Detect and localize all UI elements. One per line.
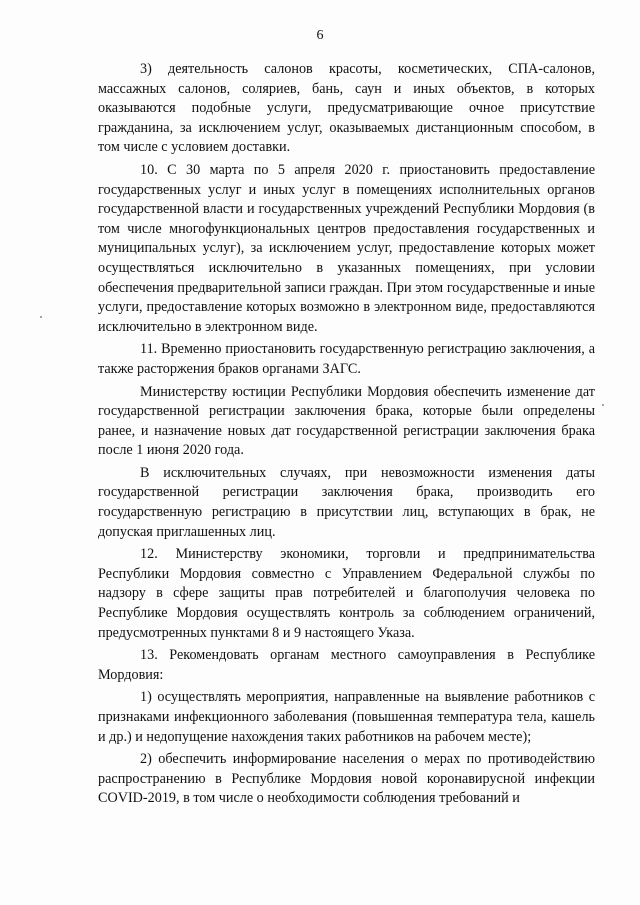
paragraph-10-suspend-services: 10. С 30 марта по 5 апреля 2020 г. приостановить предоставление государственных услуг и иных услуг в помещениях исполнительных органов государственной власти и государственных учреждений Республики Мордовия (в том числе многофункциональных центров предоставления государственных и муниципальных услуг), за исключением услуг, предоставление которых может осуществляться исключительно в указанных помещениях, при условии обеспечения предварительной записи граждан. При этом государственные и иные услуги, предоставление которых возможно в электронном виде, предоставляются исключительно в электронном виде. xyxy=(98,161,595,335)
scan-speck xyxy=(40,316,42,318)
paragraph-exceptional-cases: В исключительных случаях, при невозможности изменения даты государственной регистрации заключения брака, производить его государственную регистрацию в присутствии лиц, вступающих в брак, не допуская приглашенных лиц. xyxy=(98,464,595,540)
paragraph-11-zags-registration: 11. Временно приостановить государственную регистрацию заключения, а также расторжения браков органами ЗАГС. xyxy=(98,341,595,377)
paragraph-13-local-government: 13. Рекомендовать органам местного самоуправления в Республике Мордовия: xyxy=(98,647,595,683)
page-number: 6 xyxy=(316,28,324,43)
scan-speck xyxy=(602,404,604,406)
document-body xyxy=(98,60,595,812)
paragraph-13-item-1: 1) осуществлять мероприятия, направленные на выявление работников с признаками инфекционного заболевания (повышенная температура тела, кашель и др.) и недопущение нахождения таких работников на рабочем месте); xyxy=(98,689,595,745)
paragraph-13-item-2: 2) обеспечить информирование населения о мерах по противодействию распространению в Республике Мордовия новой коронавирусной инфекции COVID-2019, в том числе о необходимости соблюдения требований и xyxy=(98,751,595,807)
paragraph-item-3-salons: 3) деятельность салонов красоты, косметических, СПА-салонов, массажных салонов, соляриев, бань, саун и иных объектов, в которых оказываются подобные услуги, предусматривающие очное присутствие гражданина, за исключением услуг, оказываемых дистанционным способом, в том числе с условием доставки. xyxy=(98,61,595,156)
paragraph-ministry-justice: Министерству юстиции Республики Мордовия обеспечить изменение дат государственной регистрации заключения брака, которые были определены ранее, и назначение новых дат государственной регистрации заключения брака после 1 июня 2020 года. xyxy=(98,383,595,459)
paragraph-12-ministry-economy: 12. Министерству экономики, торговли и предпринимательства Республики Мордовия совместно с Управлением Федеральной службы по надзору в сфере защиты прав потребителей и благополучия человека по Республике Мордовия осуществлять контроль за соблюдением ограничений, предусмотренных пунктами 8 и 9 настоящего Указа. xyxy=(98,546,595,641)
